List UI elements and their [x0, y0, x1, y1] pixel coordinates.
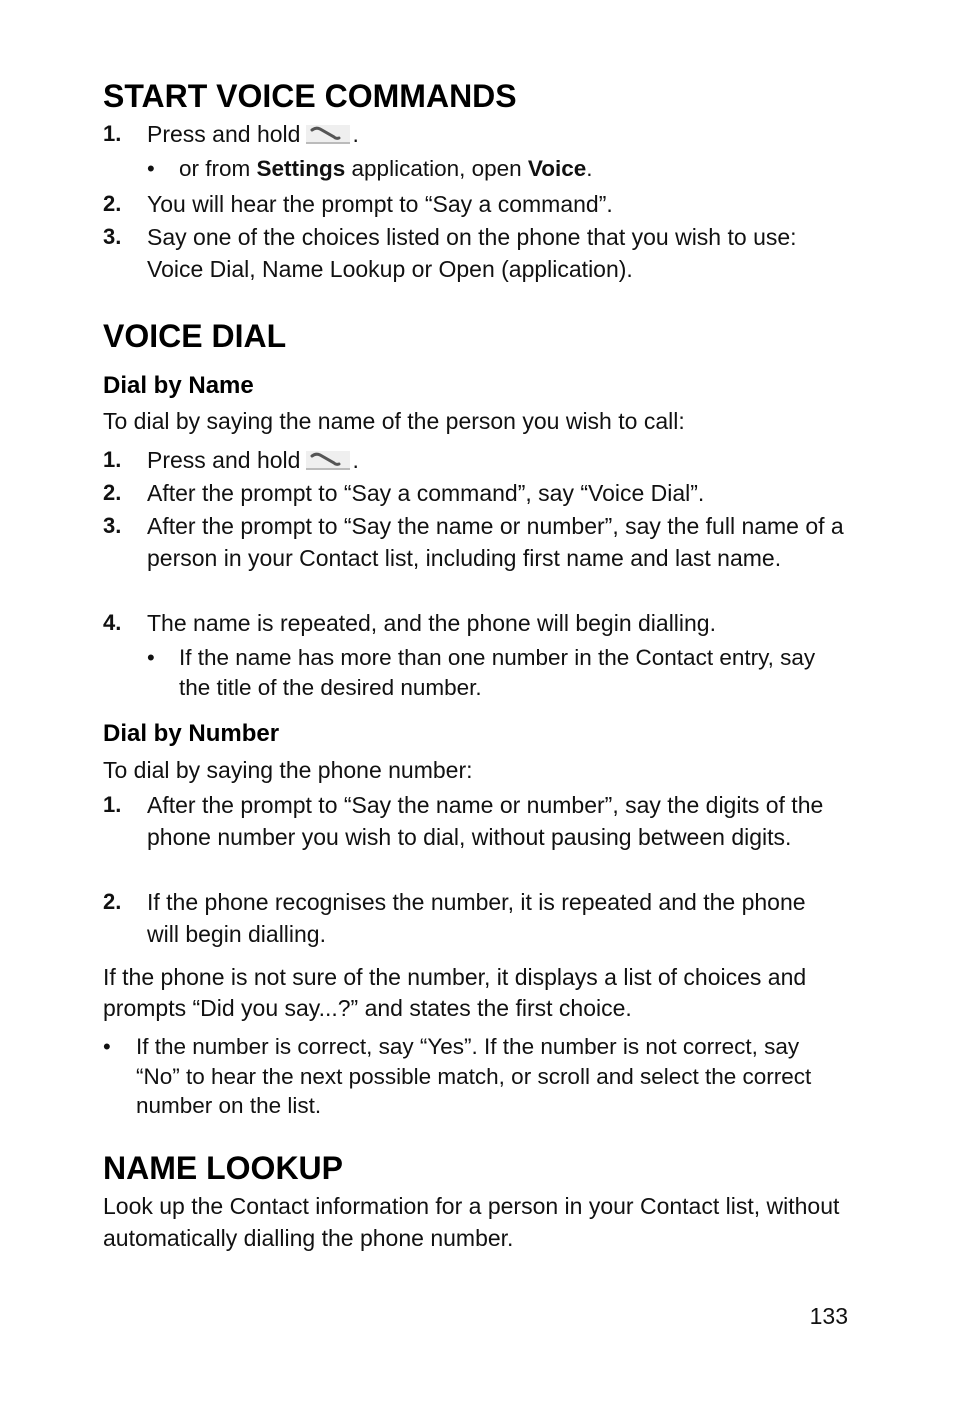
step-number: 3. — [103, 224, 122, 249]
sub-bullet-settings — [179, 154, 839, 184]
bullet: • — [147, 156, 155, 181]
bullet: • — [103, 1034, 111, 1059]
section-heading-start-voice-commands: START VOICE COMMANDS — [103, 78, 517, 114]
step-number: 1. — [103, 447, 122, 472]
settings-bold: Settings — [256, 156, 346, 181]
step-text-end: . — [352, 447, 359, 473]
step-text-end: . — [352, 121, 359, 147]
voice-key-icon — [306, 449, 350, 471]
bullet-text: If the number is correct, say “Yes”. If the number is not correct, say “No” to hear the next possible match, or scroll and select the correct number on the list. — [136, 1034, 812, 1118]
bullet: • — [147, 645, 155, 670]
section-heading-name-lookup: NAME LOOKUP — [103, 1150, 343, 1186]
step-text: The name is repeated, and the phone will begin dialling. — [147, 610, 716, 636]
step-number: 1. — [103, 121, 122, 146]
name-lookup-text: Look up the Contact information for a person in your Contact list, without automatically dialling the phone number. — [103, 1193, 840, 1251]
step-number: 4. — [103, 610, 122, 635]
step-press-hold — [147, 118, 847, 150]
step-number: 3. — [103, 513, 122, 538]
bullet-text: or from — [179, 156, 257, 181]
voice-bold: Voice — [527, 156, 587, 181]
step-text: Press and hold — [147, 121, 301, 147]
bullet-text: application, open — [345, 156, 528, 181]
step-text: You will hear the prompt to “Say a command”. — [147, 191, 613, 217]
step-press-hold — [147, 444, 847, 476]
step-text: Press and hold — [147, 447, 301, 473]
bullet-text: . — [586, 156, 593, 181]
step-text: After the prompt to “Say the name or number”, say the digits of the phone number you wish to dial, without pausing between digits. — [147, 792, 824, 850]
step-text: Say one of the choices listed on the phone that you wish to use: Voice Dial, Name Lookup or Open (application). — [147, 224, 797, 282]
voice-key-icon — [306, 123, 350, 145]
step-text: After the prompt to “Say the name or number”, say the full name of a person in your Contact list, including first name and last name. — [147, 513, 844, 571]
page-number: 133 — [809, 1303, 848, 1329]
step-number: 2. — [103, 889, 122, 914]
intro-text: To dial by saying the name of the person you wish to call: — [103, 408, 685, 434]
step-text: After the prompt to “Say a command”, say “Voice Dial”. — [147, 480, 705, 506]
step-number: 1. — [103, 792, 122, 817]
step-number: 2. — [103, 480, 122, 505]
step-number: 2. — [103, 191, 122, 216]
paragraph-not-sure: If the phone is not sure of the number, it displays a list of choices and prompts “Did you say...?” and states the first choice. — [103, 964, 807, 1021]
intro-text: To dial by saying the phone number: — [103, 757, 473, 783]
step-text: If the phone recognises the number, it is repeated and the phone will begin dialling. — [147, 889, 806, 947]
subheading-dial-by-number: Dial by Number — [103, 720, 280, 747]
section-heading-voice-dial: VOICE DIAL — [103, 318, 287, 354]
subheading-dial-by-name: Dial by Name — [103, 372, 254, 399]
bullet-text: If the name has more than one number in the Contact entry, say the title of the desired number. — [179, 645, 816, 700]
